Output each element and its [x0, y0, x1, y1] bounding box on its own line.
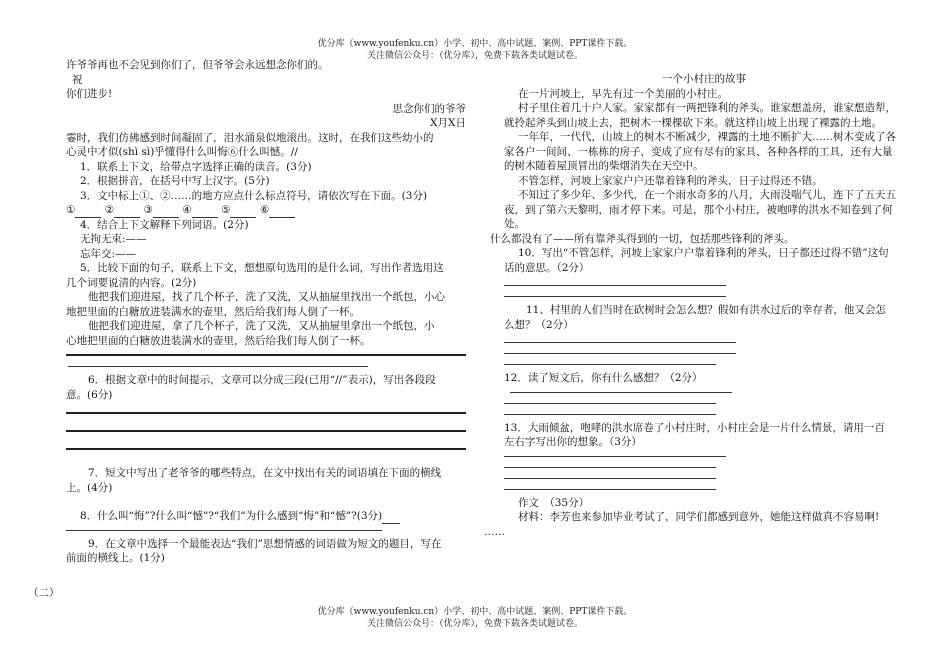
sentence-original: 他把我们迎进屋，找了几个杯子，洗了又洗，又从抽屉里找出一个纸包，小心	[88, 291, 445, 303]
passage-line: 什么都没有了——所有靠斧头得到的一切，包括那些锋利的斧头。	[490, 232, 795, 245]
question-10: 10．写出“不管怎样，河坡上家家户户靠着锋利的斧头，日子都还过得不错”这句	[518, 247, 889, 259]
question-12: 12．读了短文后，你有什么感想？（2分）	[504, 372, 703, 384]
paragraph-line: 心灵中才似(shì sì)乎懂得什么叫悔⑥什么叫憾。//	[66, 146, 298, 158]
passage-title: 一个小村庄的故事	[662, 73, 746, 85]
passage-line: 一年年，一代代，山坡上的树木不断减少，裸露的土地不断扩大……树木变成了各	[518, 131, 896, 143]
letter-closing-line: 许爷爷再也不会见到你们了，但爷爷会永远想念你们的。	[66, 59, 329, 71]
question-9: 9．在文章中选择一个最能表达“我们”思想情感的词语做为短文的题目，写在	[88, 537, 442, 550]
question-13: 13．大雨倾盆，咆哮的洪水席卷了小村庄时，小村庄会是一片什么情景，请用一百	[504, 421, 885, 434]
letter-signature: 思念你们的爷爷	[392, 102, 466, 115]
question-1: 1．联系上下文，给带点字选择正确的读音。(3分)	[80, 160, 312, 173]
word-item-1: 无拘无束:——	[80, 233, 147, 245]
passage-line: 处。	[504, 218, 525, 230]
question-9-cont: 前面的横线上。(1分)	[66, 552, 165, 564]
footer-line-1: 优分库（www.youfenku.cn）小学、初中、高中试题、案例、PPT课件下载。	[317, 607, 633, 617]
answer-blank[interactable]	[382, 523, 400, 524]
question-4: 4．结合上下文解释下列词语。(2分)	[80, 218, 249, 231]
question-6: 6．根据文章中的时间提示，文章可以分成三段(已用“//”表示)，写出各段段	[88, 374, 436, 386]
question-5-cont: 几个词要说清的内容。(2分)	[66, 276, 197, 289]
q7-answer-row	[66, 495, 466, 503]
letter-wish-2: 你们进步!	[66, 88, 113, 100]
question-3: 3．文中标上①、②……的地方应点什么标点符号，请依次写在下面。(3分)	[80, 189, 428, 202]
question-13-cont: 左右字写出你的想象。（3分）	[504, 436, 642, 448]
question-2: 2．根据拼音，在括号中写上汉字。(5分)	[80, 175, 270, 187]
right-column	[484, 72, 904, 539]
passage-line: 家各户一间间、一栋栋的房子，变成了应有尽有的家具、各种各样的工具，还有大量	[504, 145, 893, 158]
letter-date: X月X日	[430, 117, 466, 129]
question-6-cont: 意。(6分)	[66, 388, 113, 401]
question-5: 5．比较下面的句子，联系上下文，想想原句选用的是什么词，写出作者选用这	[80, 262, 444, 274]
question-11: 11、村里的人们当时在砍树时会怎么想？假如有洪水过后的幸存者，他又会怎	[526, 304, 886, 316]
essay-material: 材料：李芳也来参加毕业考试了，同学们都感到意外，她能这样做真不容易啊!	[518, 511, 880, 523]
question-10-cont: 话的意思。（2分）	[504, 261, 590, 274]
passage-line: 不知过了多少年、多少代，在一个雨水奇多的八月，大雨没喘气儿，连下了五天五	[518, 189, 896, 201]
sentence-compare: 他把我们迎进屋，拿了几个杯子，洗了又洗，又从抽屉里拿出一个纸包，小	[88, 320, 435, 332]
footer-line-2: 关注微信公众号：（优分库），免费下载各类试题试卷。	[366, 619, 583, 629]
part-two-label: （二）	[28, 587, 60, 599]
question-7-cont: 上。(4分)	[66, 481, 113, 494]
sentence-compare-cont: 心地把里面的白糖放进装满水的壶里，然后给我们每人倒了一杯。	[66, 334, 371, 347]
header-line-1: 优分库（www.youfenku.cn）小学、初中、高中试题、案例、PPT课件下载。	[317, 39, 633, 49]
page-footer	[0, 606, 950, 630]
sentence-original-cont: 地把里面的白糖放进装满水的壶里，然后给我们每人倒了一杯。	[66, 305, 360, 318]
passage-line: 夜，到了第六天黎明，雨才停下来。可是，那个小村庄，被咆哮的洪水不知卷到了何	[504, 203, 893, 216]
question-8: 8．什么叫“悔”?什么叫“憾”?“我们”为什么感到“悔”和“憾”?(3分)	[66, 509, 466, 524]
passage-line: 村子里住着几十户人家。家家都有一两把锋利的斧头。谁家想盖房，谁家想造犁，	[518, 102, 896, 114]
question-11-cont: 么想？（2分）	[504, 318, 574, 331]
letter-wish: 祝	[72, 73, 83, 86]
header-line-2: 关注微信公众号：（优分库），免费下载各类试题试卷。	[366, 51, 583, 61]
passage-line: 不管怎样，河坡上家家户户还靠着锋利的斧头，日子过得还不错。	[518, 174, 823, 187]
answer-blank[interactable]	[269, 217, 295, 218]
question-7: 7．短文中写出了老爷爷的哪些特点，在文中找出有关的词语填在下面的横线	[88, 467, 442, 479]
essay-heading: 作文 （35分）	[518, 496, 590, 509]
passage-line: 就拎起斧头到山坡上去，把树木一棵棵砍下来。就这样山坡上出现了裸露的土地。	[504, 116, 882, 129]
paragraph-line: 霎时，我们仿佛感到时间凝固了，泪水涌泉似地滚出。这时，在我们这些幼小的	[66, 131, 434, 144]
passage-line: 的树木随着屋顶冒出的柴烟消失在天空中。	[504, 160, 704, 172]
passage-line: 在一片河坡上，早先有过一个美丽的小村庄。	[518, 87, 728, 100]
punctuation-answer-row: ① ② ③ ④ ⑤ ⑥	[66, 203, 466, 218]
left-column	[66, 58, 466, 566]
essay-ellipsis: ……	[484, 525, 505, 538]
word-item-2: 忘年交:——	[80, 247, 137, 260]
